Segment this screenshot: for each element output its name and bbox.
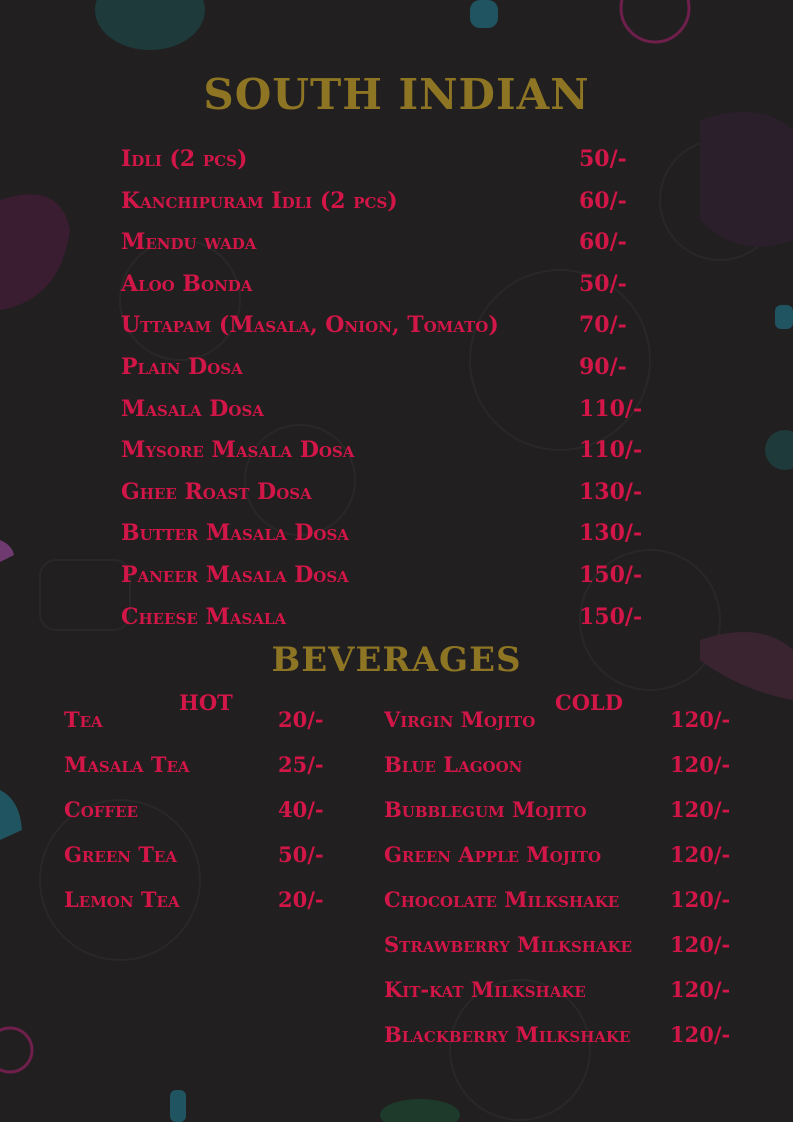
menu-item-price: 20/- (278, 707, 324, 732)
beverages-title: BEVERAGES (271, 640, 522, 680)
menu-item-price: 40/- (278, 797, 324, 822)
menu-item-price: 50/- (278, 842, 324, 867)
menu-item-name: Tea (64, 707, 103, 732)
menu-item-name: Green Tea (64, 842, 177, 867)
menu-item-name: Bubblegum Mojito (384, 797, 587, 822)
menu-item-price: 120/- (670, 977, 731, 1002)
menu-item-name: Coffee (64, 797, 138, 822)
menu-item-price: 50/- (579, 146, 627, 172)
menu-item-price: 60/- (579, 229, 627, 256)
menu-item-name: Mysore Masala Dosa (121, 437, 355, 464)
menu-item-price: 150/- (579, 603, 643, 630)
hot-label: HOT (179, 690, 233, 715)
cold-label: COLD (555, 690, 623, 715)
menu-item-price: 25/- (278, 752, 324, 777)
menu-item-price: 120/- (670, 752, 731, 777)
menu-item-name: Strawberry Milkshake (384, 932, 633, 957)
menu-item-price: 120/- (670, 1022, 731, 1047)
menu-item-name: Plain Dosa (121, 354, 243, 380)
menu-item-name: Ghee Roast Dosa (121, 478, 312, 505)
menu-item-price: 110/- (579, 437, 643, 464)
menu-item-price: 130/- (579, 478, 643, 505)
menu-item-name: Masala Dosa (121, 395, 264, 422)
menu-item-price: 70/- (579, 312, 627, 339)
menu-item-name: Cheese Masala (121, 603, 287, 630)
menu-item-name: Green Apple Mojito (384, 842, 602, 867)
menu-item-name: Kit-kat Milkshake (384, 977, 586, 1002)
menu-item-price: 130/- (579, 520, 643, 547)
south-indian-title: SOUTH INDIAN (203, 70, 590, 119)
menu-item-price: 120/- (670, 932, 731, 957)
menu-item-name: Lemon Tea (64, 887, 180, 912)
menu-item-price: 150/- (579, 562, 643, 588)
menu-item-name: Paneer Masala Dosa (121, 562, 349, 588)
menu-item-name: Butter Masala Dosa (121, 520, 349, 547)
menu-item-name: Masala Tea (64, 752, 190, 777)
menu-item-name: Uttapam (Masala, Onion, Tomato) (121, 312, 499, 339)
menu-item-name: Idli (2 pcs) (121, 146, 248, 172)
menu-item-price: 90/- (579, 354, 627, 380)
menu-item-price: 50/- (579, 270, 627, 297)
menu-item-price: 120/- (670, 842, 731, 867)
menu-item-price: 20/- (278, 887, 324, 912)
menu-item-name: Virgin Mojito (384, 707, 536, 732)
menu-item-price: 120/- (670, 887, 731, 912)
menu-item-name: Aloo Bonda (121, 270, 253, 297)
menu-item-name: Blue Lagoon (384, 752, 523, 777)
menu-item-price: 60/- (579, 187, 627, 214)
menu-item-price: 120/- (670, 797, 731, 822)
menu-item-price: 110/- (579, 395, 643, 422)
menu-item-name: Chocolate Milkshake (384, 887, 620, 912)
menu-item-name: Mendu wada (121, 229, 257, 256)
menu-item-name: Blackberry Milkshake (384, 1022, 631, 1047)
menu-item-name: Kanchipuram Idli (2 pcs) (121, 187, 398, 214)
menu-item-price: 120/- (670, 707, 731, 732)
